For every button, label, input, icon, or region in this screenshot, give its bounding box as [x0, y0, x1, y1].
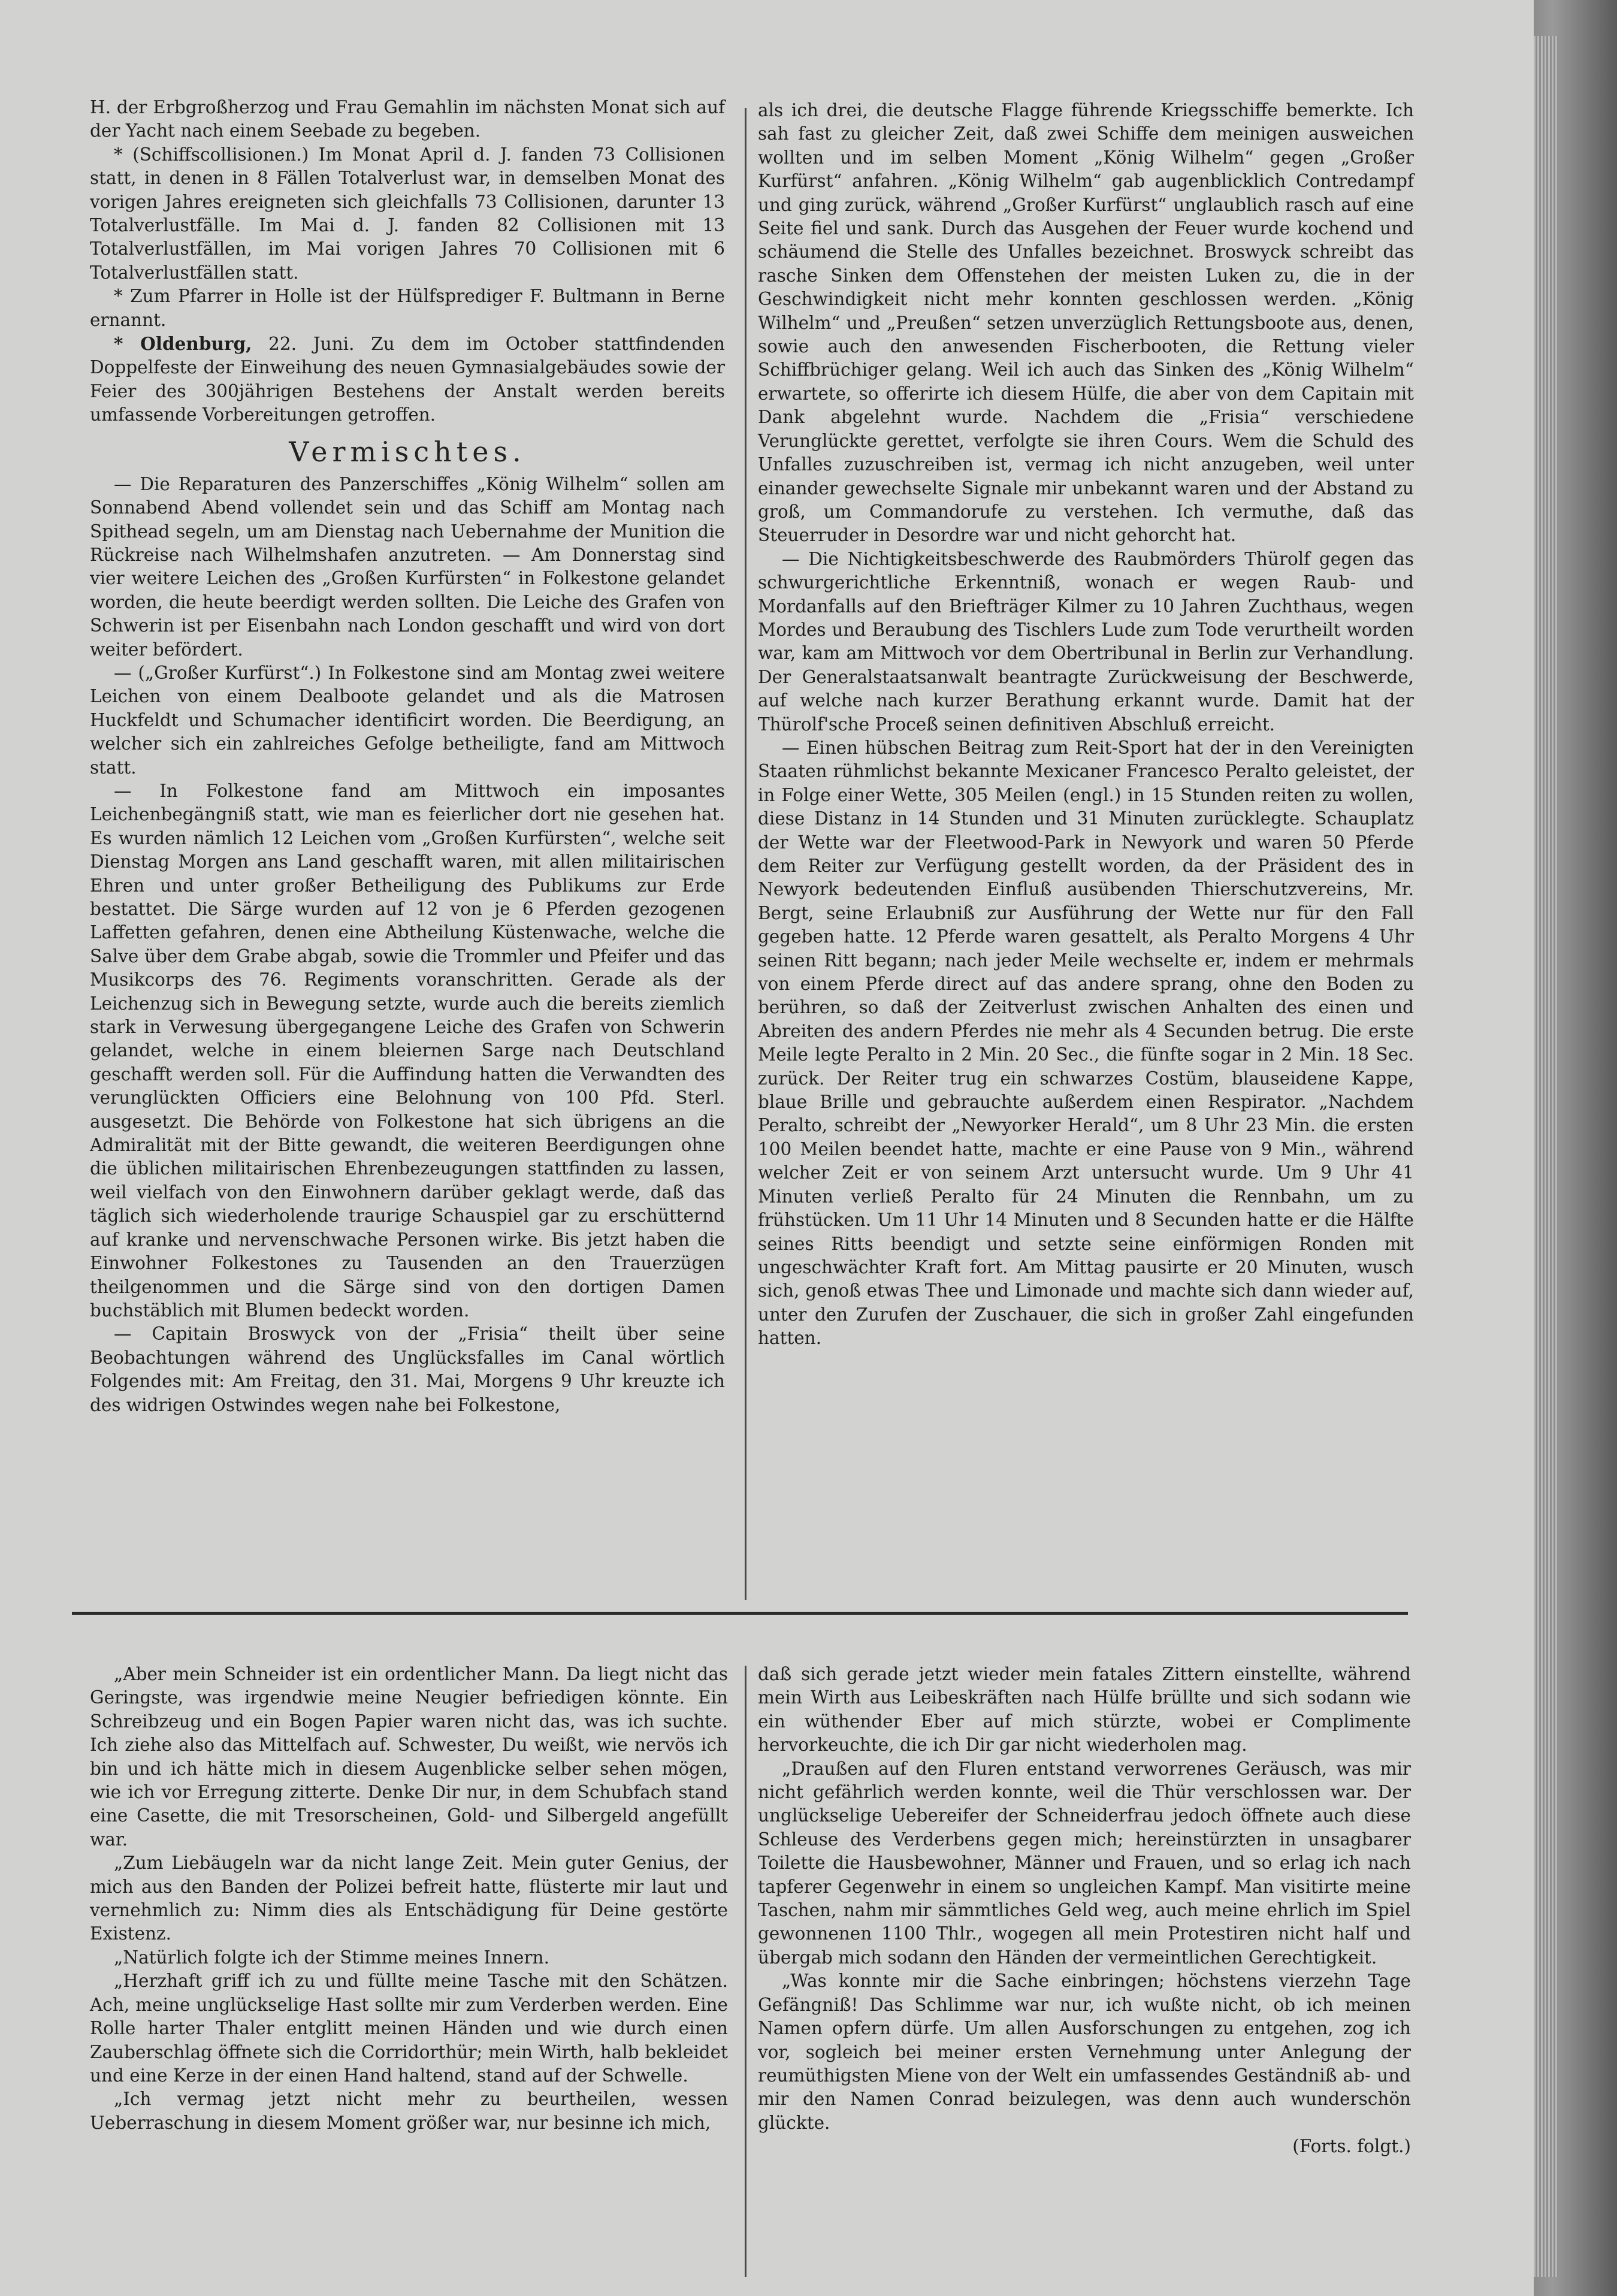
column-top-right [758, 99, 1414, 1351]
paragraph-thuerolf: — Die Nichtigkeitsbeschwerde des Raubmörders Thürolf gegen das schwurgerichtliche Erkenntniß, wonach er wegen Raub- und Mordanfalls auf den Briefträger Kilmer zu 10 Jahren Zuchthaus, wegen Mordes und Beraubung des Tischlers Lude zum Tode verurtheilt worden war, kam am Mittwoch vor dem Obertribunal in Berlin zur Verhandlung. Der Generalstaatsanwalt beantragte Zurückweisung der Beschwerde, auf welche nach kurzer Berathung erkannt wurde. Damit hat der Thürolf'sche Proceß seinen definitiven Abschluß erreicht. [758, 548, 1414, 735]
paragraph-story: „Draußen auf den Fluren entstand verworrenes Geräusch, was mir nicht gefährlich werden konnte, weil die Thür verschlossen war. Der unglückselige Uebereifer der Schneiderfrau jedoch öffnete auch diese Schleuse des Verderbens gegen mich; hereinstürzten in unsagbarer Toilette die Hausbewohner, Männer und Frauen, und so erlag ich nach tapferer Gegenwehr in einem so ungleichen Kampf. Man visitirte meine Taschen, nahm mir sämmtliches Geld weg, auch meine ehrlich im Spiel gewonnenen 1100 Thlr., wogegen all mein Protestiren nicht half und übergab mich sodann den Händen der vermeintlichen Gerechtigkeit. [758, 1758, 1411, 1968]
paragraph-koenig-wilhelm: — Die Reparaturen des Panzerschiffes „König Wilhelm“ sollen am Sonnabend Abend vollendet sein und das Schiff am Montag nach Spithead segeln, um am Dienstag nach Uebernahme der Munition die Rückreise nach Wilhelmshafen anzutreten. — Am Donnerstag sind vier weitere Leichen des „Großen Kurfürsten“ in Folkestone gelandet worden, die heute beerdigt werden sollten. Die Leiche des Grafen von Schwerin ist per Eisenbahn nach London geschafft und wird von dort weiter befördert. [90, 473, 725, 660]
paragraph-ship-collisions: * (Schiffscollisionen.) Im Monat April d. J. fanden 73 Collisionen statt, in denen in 8 Fällen Totalverlust war, in demselben Monat des vorigen Jahres ereigneten sich gleichfalls 73 Collisionen, darunter 13 Totalverlustfälle. Im Mai d. J. fanden 82 Collisionen mit 13 Totalverlustfällen, im Mai vorigen Jahres 70 Collisionen mit 6 Totalverlustfällen statt. [90, 144, 725, 283]
paragraph-peralto-ride: — Einen hübschen Beitrag zum Reit-Sport hat der in den Vereinigten Staaten rühmlichst bekannte Mexicaner Francesco Peralto geleistet, der in Folge einer Wette, 305 Meilen (engl.) in 15 Stunden reiten zu wollen, diese Distanz in 14 Stunden und 31 Minuten zurücklegte. Schauplatz der Wette war der Fleetwood-Park in Newyork und waren 50 Pferde dem Reiter zur Verfügung gestellt worden, da der Präsident des in Newyork bedeutenden Einfluß ausübenden Thierschutzvereins, Mr. Bergt, seine Erlaubniß zur Ausführung der Wette nur für den Fall gegeben hatte. 12 Pferde waren gesattelt, als Peralto Morgens 4 Uhr seinen Ritt begann; nach jeder Meile wechselte er, indem er mehrmals von einem Pferde direct auf das andere sprang, ohne den Boden zu berühren, so daß der Zeitverlust zwischen Anhalten des einen und Abreiten des andern Pferdes nie mehr als 4 Secunden betrug. Die erste Meile legte Peralto in 2 Min. 20 Sec., die fünfte sogar in 2 Min. 18 Sec. zurück. Der Reiter trug ein schwarzes Costüm, blauseidene Kappe, blaue Brille und gebrauchte außerdem einen Respirator. „Nachdem Peralto, schreibt der „Newyorker Herald“, um 8 Uhr 23 Min. die ersten 100 Meilen beendet hatte, machte er eine Pause von 9 Min., während welcher Zeit er von seinem Arzt untersucht wurde. Um 9 Uhr 41 Minuten verließ Peralto für 24 Minuten die Rennbahn, um zu frühstücken. Um 11 Uhr 14 Minuten und 8 Secunden hatte er die Hälfte seines Ritts beendigt und setzte seine einförmigen Ronden mit ungeschwächter Kraft fort. Am Mittag pausirte er 20 Minuten, wusch sich, genoß etwas Thee und Limonade und machte sich dann wieder auf, unter den Zurufen der Zuschauer, die sich in großer Zahl eingefunden hatten. [758, 737, 1414, 1349]
paragraph-story: „Aber mein Schneider ist ein ordentlicher Mann. Da liegt nicht das Geringste, was irgendwie meine Neugier befriedigen könnte. Ein Schreibzeug und ein Bogen Papier waren nicht das, was ich suchte. Ich ziehe also das Mittelfach auf. Schwester, Du weißt, wie nervös ich bin und ich hätte mich in diesem Augenblicke selber sehen mögen, wie ich vor Erregung zitterte. Denke Dir nur, in dem Schubfach stand eine Casette, die mit Tresorscheinen, Gold- und Silbergeld angefüllt war. [90, 1664, 728, 1850]
continuation-note: (Forts. folgt.) [1292, 2136, 1411, 2157]
dateline-place: * Oldenburg, [114, 333, 252, 355]
paragraph-story: „Natürlich folgte ich der Stimme meines Innern. [114, 1947, 549, 1968]
column-divider-bottom [745, 1666, 746, 2277]
paragraph-folkestone-funeral: — In Folkestone fand am Mittwoch ein imposantes Leichenbegängniß statt, wie man es feierlicher dort nie gesehen hat. Es wurden nämlich 12 Leichen vom „Großen Kurfürsten“, welche seit Dienstag Morgen ans Land geschafft waren, mit allen militairischen Ehren und unter großer Betheiligung des Publikums zur Erde bestattet. Die Särge wurden auf 12 von je 6 Pferden gezogenen Laffetten gefahren, denen eine Abtheilung Küstenwache, welche die Salve über dem Grabe abgab, sowie die Trommler und Pfeifer und das Musikcorps des 76. Regiments voranschritten. Gerade als der Leichenzug sich in Bewegung setzte, wurde auch die bereits ziemlich stark in Verwesung übergegangene Leiche des Grafen von Schwerin gelandet, welche in einem bleiernen Sarge nach Deutschland geschafft werden soll. Für die Auffindung hatten die Verwandten des verunglückten Officiers eine Belohnung von 100 Pfd. Sterl. ausgesetzt. Die Behörde von Folkestone hat sich übrigens an die Admiralität mit der Bitte gewandt, die weiteren Beerdigungen ohne die üblichen militairischen Ehrenbezeugungen stattfinden zu lassen, weil vielfach von den Einwohnern darüber geklagt werde, daß das täglich sich wiederholende traurige Schauspiel gar zu erschütternd auf kranke und nervenschwache Personen wirke. Bis jetzt haben die Einwohner Folkestones zu Tausenden an den Trauerzügen theilgenommen und die Särge sind von den dortigen Damen buchstäblich mit Blumen bedeckt worden. [90, 780, 725, 1321]
paragraph-captain-broswyck: — Capitain Broswyck von der „Frisia“ theilt über seine Beobachtungen während des Unglücksfalles im Canal wörtlich Folgendes mit: Am Freitag, den 31. Mai, Morgens 9 Uhr kreuzte ich des widrigen Ostwindes wegen nahe bei Folkestone, [90, 1324, 725, 1415]
paragraph-story: „Was konnte mir die Sache einbringen; höchstens vierzehn Tage Gefängniß! Das Schlimme war nur, ich wußte nicht, ob ich meinen Namen opfern dürfe. Um allen Ausforschungen zu entgehen, zog ich vor, sogleich bei meiner ersten Vernehmung unter Anlegung der reumüthigsten Miene von der Welt ein umfassendes Geständniß ab- und mir den Namen Conrad beizulegen, was denn auch wunderschön glückte. [758, 1971, 1411, 2133]
column-divider [745, 108, 746, 1600]
column-bottom-left [90, 1663, 728, 2135]
paragraph: H. der Erbgroßherzog und Frau Gemahlin im nächsten Monat sich auf der Yacht nach einem Seebade zu begeben. [90, 97, 725, 141]
column-bottom-right [758, 1663, 1411, 2159]
paragraph-oldenburg [90, 332, 725, 427]
paragraph-story: „Zum Liebäugeln war da nicht lange Zeit. Mein guter Genius, der mich aus den Banden der Polizei befreit hatte, flüsterte mir laut und vernehmlich zu: Nimm dies als Entschädigung für Deine gestörte Existenz. [90, 1853, 728, 1944]
paragraph-frisia-report: als ich drei, die deutsche Flagge führende Kriegsschiffe bemerkte. Ich sah fast zu gleicher Zeit, daß zwei Schiffe dem meinigen ausweichen wollten und im selben Moment „König Wilhelm“ gegen „Großer Kurfürst“ anfahren. „König Wilhelm“ gab augenblicklich Contredampf und ging zurück, während „Großer Kurfürst“ unglaublich rasch auf eine Seite fiel und sank. Durch das Ausgehen der Feuer wurde kochend und schäumend die Stelle des Unfalles bezeichnet. Broswyck schreibt das rasche Sinken dem Offenstehen der meisten Luken zu, die in der Geschwindigkeit nicht mehr konnten geschlossen werden. „König Wilhelm“ und „Preußen“ setzen unverzüglich Rettungsboote aus, denen, sowie auch den anwesenden Fischerbooten, die Rettung vieler Schiffbrüchiger gelang. Weil ich auch das Sinken des „König Wilhelm“ erwartete, so offerirte ich diesem Hülfe, die aber von dem Capitain mit Dank abgelehnt wurde. Nachdem die „Frisia“ verschiedene Verunglückte gerettet, verfolgte sie ihren Cours. Wem die Schuld des Unfalles zuzuschreiben ist, vermag ich nicht anzugeben, weil unter einander gewechselte Signale mir unbekannt waren und der Abstand zu groß, um Commandorufe zu verstehen. Ich vermuthe, daß das Steuerruder in Desordre war und nicht gehorcht hat. [758, 100, 1414, 546]
paragraph-story: daß sich gerade jetzt wieder mein fatales Zittern einstellte, während mein Wirth aus Leibeskräften nach Hülfe brüllte und sich sodann wie ein wüthender Eber auf mich stürzte, wobei er Complimente hervorkeuchte, die ich Dir gar nicht wiederholen mag. [758, 1664, 1411, 1756]
section-heading: Vermischtes. [289, 435, 526, 468]
paragraph-pastor-holle: * Zum Pfarrer in Holle ist der Hülfsprediger F. Bultmann in Berne ernannt. [90, 286, 725, 330]
feuilleton-divider-rule [72, 1612, 1408, 1615]
dateline-text: 22. Juni. Zu dem im October stattfindenden Doppelfeste der Einweihung des neuen Gymnasialgebäudes sowie der Feier des 300jährigen Bestehens der Anstalt werden bereits umfassende Vorbereitungen getroffen. [90, 334, 726, 425]
paragraph-grosser-kurfuerst: — („Großer Kurfürst“.) In Folkestone sind am Montag zwei weitere Leichen von einem Dealboote gelandet und als die Matrosen Huckfeldt und Schumacher identificirt worden. Die Beerdigung, an welcher sich ein zahlreiches Gefolge betheiligte, fand am Mittwoch statt. [90, 662, 725, 778]
column-top-left [90, 96, 725, 1417]
paragraph-story: „Ich vermag jetzt nicht mehr zu beurtheilen, wessen Ueberraschung in diesem Moment größer war, nur besinne ich mich, [90, 2089, 728, 2133]
book-page-edges [1534, 36, 1558, 2277]
paragraph-story: „Herzhaft griff ich zu und füllte meine Tasche mit den Schätzen. Ach, meine unglückselige Hast sollte mir zum Verderben werden. Eine Rolle harter Thaler entglitt meinen Händen und wie durch einen Zauberschlag öffnete sich die Corridorthür; mein Wirth, halb bekleidet und eine Kerze in der einen Hand haltend, stand auf der Schwelle. [90, 1971, 728, 2086]
